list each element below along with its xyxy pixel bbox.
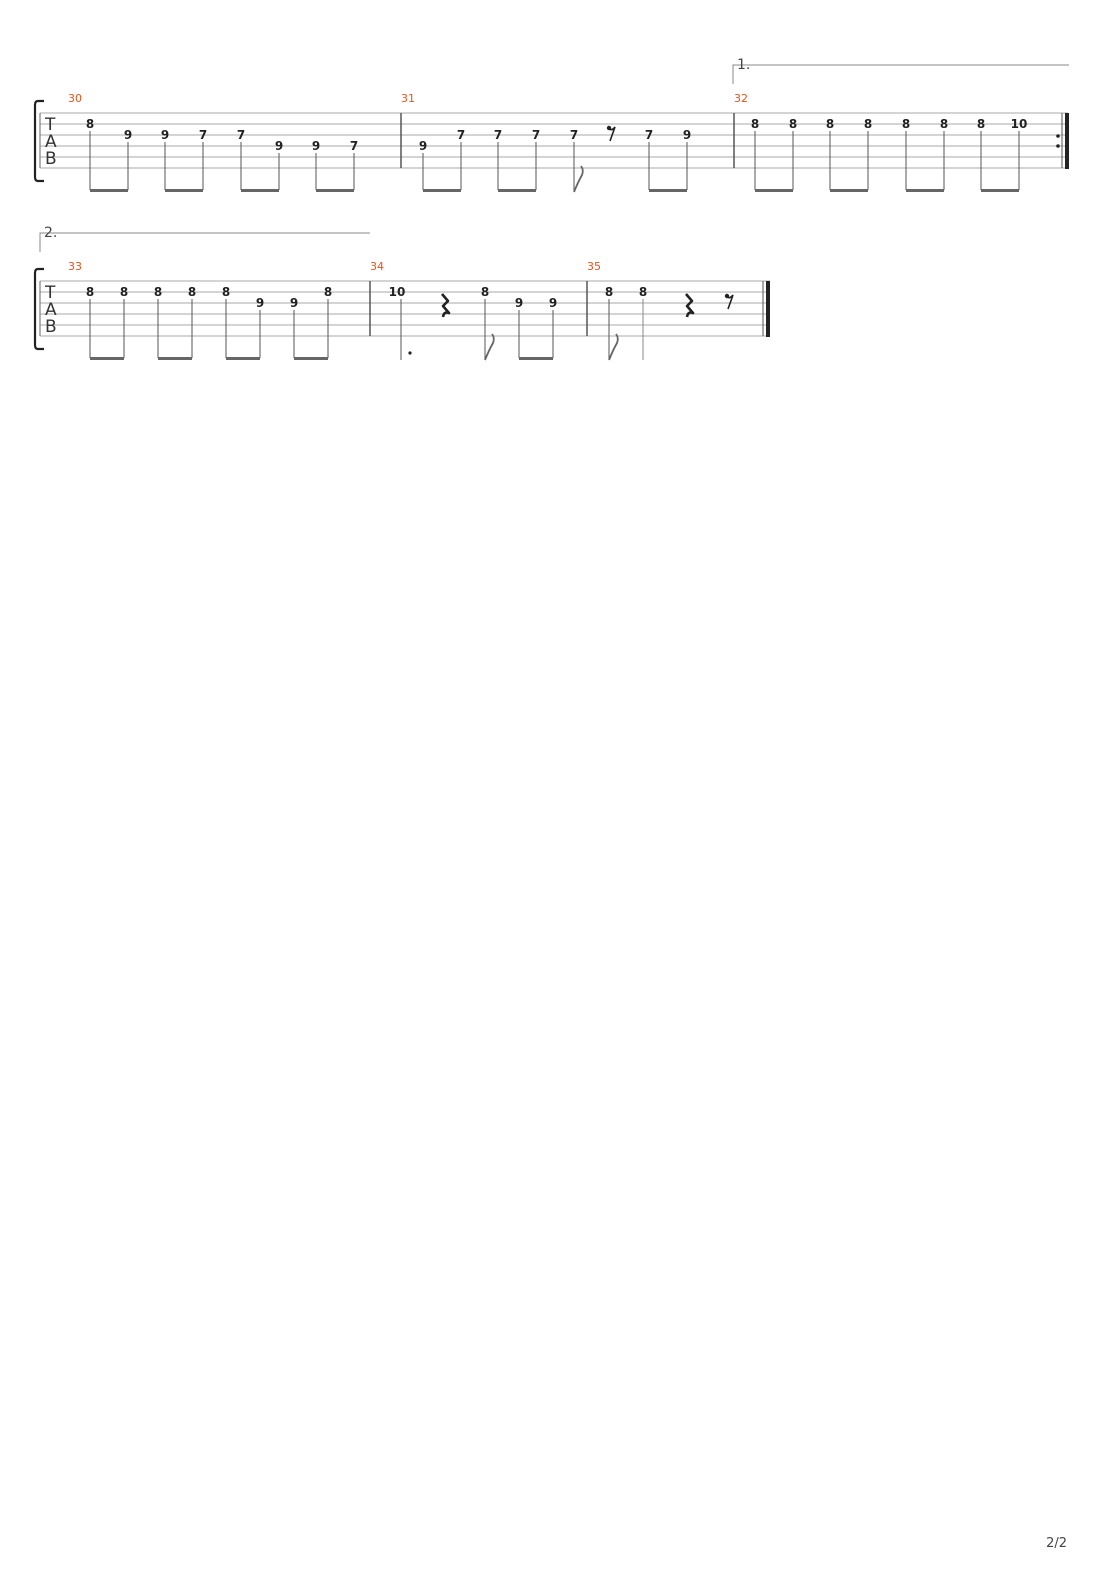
tab-clef-t: T [45,115,56,135]
fret-number: 8 [863,117,873,131]
fret-number: 8 [825,117,835,131]
fret-number: 7 [198,128,208,142]
fret-number: 9 [682,128,692,142]
fret-number: 7 [493,128,503,142]
fret-number: 7 [236,128,246,142]
fret-number: 8 [153,285,163,299]
eighth-rest [725,294,733,309]
fret-number: 9 [255,296,265,310]
fret-number: 7 [644,128,654,142]
beams [90,189,354,192]
measure-30 [86,117,358,192]
fret-number: 8 [939,117,949,131]
fret-number: 9 [274,139,284,153]
measure-number: 31 [401,92,415,105]
measure-31 [419,126,691,192]
fret-number: 8 [119,285,129,299]
tab-clef-b: B [45,317,57,337]
fret-number: 9 [514,296,524,310]
fret-number: 7 [456,128,466,142]
page-number: 2/2 [1046,1536,1067,1551]
fret-number: 9 [548,296,558,310]
fret-number: 7 [531,128,541,142]
fret-number: 7 [349,139,359,153]
dot-augmentation [408,351,411,354]
fret-number: 8 [901,117,911,131]
fret-number: 9 [418,139,428,153]
system-1 [35,57,1069,192]
beam [519,357,553,360]
measure-33 [86,285,332,360]
tab-clef [44,283,57,337]
fret-number: 8 [480,285,490,299]
volta-bracket-1 [733,57,1069,84]
fret-number: 7 [569,128,579,142]
fret-number: 8 [750,117,760,131]
fret-number: 8 [638,285,648,299]
tab-staff-lines [40,113,1068,168]
fret-number: 8 [788,117,798,131]
fret-number: 9 [311,139,321,153]
fret-number: 8 [323,285,333,299]
measure-number: 30 [68,92,82,105]
measure-number: 32 [734,92,748,105]
tab-clef-t: T [45,283,56,303]
measure-34 [389,285,558,360]
repeat-end-barline [1056,113,1069,169]
beams [755,189,1019,192]
eighth-rest [607,126,615,141]
tab-clef-a: A [45,132,57,152]
fret-number: 10 [1010,117,1028,131]
fret-number: 8 [221,285,231,299]
beams [423,189,687,192]
fret-number: 8 [85,117,95,131]
fret-number: 10 [388,285,406,299]
note-stems [423,142,687,192]
volta-bracket-2 [40,225,370,252]
eighth-flag [609,334,618,360]
tab-clef-a: A [45,300,57,320]
fret-number: 8 [604,285,614,299]
beams [90,357,328,360]
fret-number: 9 [123,128,133,142]
note-stems [755,131,1019,190]
system-2 [35,225,770,360]
fret-number: 8 [187,285,197,299]
fret-number: 8 [976,117,986,131]
eighth-flag [574,166,583,192]
tab-clef-b: B [45,149,57,169]
measure-number: 33 [68,260,82,273]
tab-clef [44,115,57,169]
fret-number: 9 [289,296,299,310]
fret-number: 8 [85,285,95,299]
quarter-rest [686,294,693,317]
fret-number: 9 [160,128,170,142]
measure-number: 35 [587,260,601,273]
measure-number: 34 [370,260,384,273]
measure-35 [605,285,733,360]
final-barline [763,281,770,337]
measure-32 [751,117,1028,192]
volta-label: 2. [44,225,58,241]
volta-label: 1. [737,57,751,73]
quarter-rest [442,294,449,317]
eighth-flag [485,334,494,360]
